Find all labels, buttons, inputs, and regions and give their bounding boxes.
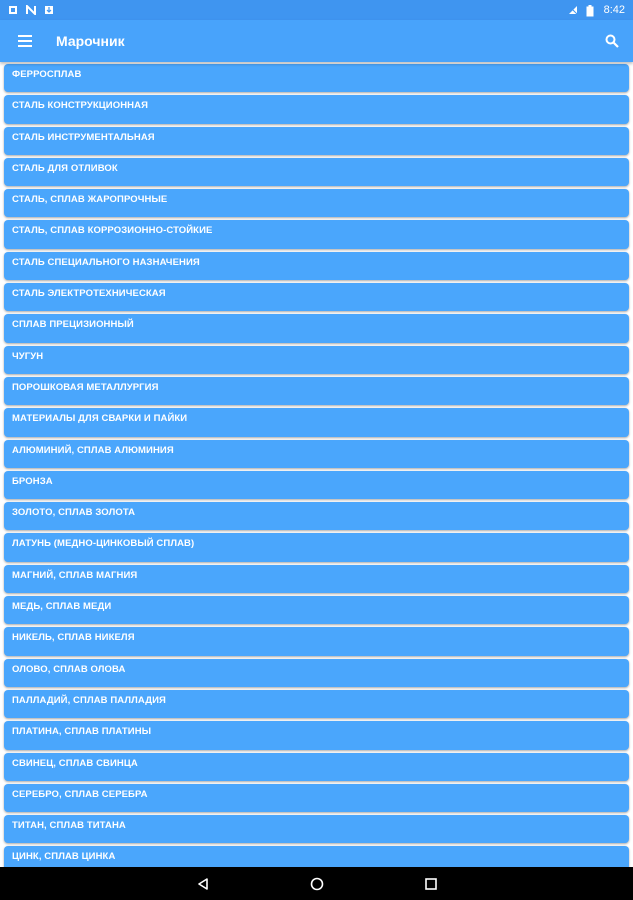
list-item[interactable]: СТАЛЬ, СПЛАВ ЖАРОПРОЧНЫЕ xyxy=(4,189,629,217)
list-item[interactable]: ЧУГУН xyxy=(4,346,629,374)
list-item[interactable]: ПАЛЛАДИЙ, СПЛАВ ПАЛЛАДИЯ xyxy=(4,690,629,718)
home-icon xyxy=(310,877,324,891)
list-item[interactable]: ТИТАН, СПЛАВ ТИТАНА xyxy=(4,815,629,843)
home-button[interactable] xyxy=(307,874,327,894)
list-item[interactable]: СТАЛЬ СПЕЦИАЛЬНОГО НАЗНАЧЕНИЯ xyxy=(4,252,629,280)
search-icon xyxy=(605,34,619,48)
menu-button[interactable] xyxy=(0,20,50,62)
list-item[interactable]: ФЕРРОСПЛАВ xyxy=(4,64,629,92)
list-item[interactable]: МАТЕРИАЛЫ ДЛЯ СВАРКИ И ПАЙКИ xyxy=(4,408,629,436)
list-item[interactable]: МЕДЬ, СПЛАВ МЕДИ xyxy=(4,596,629,624)
list-item[interactable]: ЗОЛОТО, СПЛАВ ЗОЛОТА xyxy=(4,502,629,530)
recents-button[interactable] xyxy=(421,874,441,894)
list-item[interactable]: ЛАТУНЬ (МЕДНО-ЦИНКОВЫЙ СПЛАВ) xyxy=(4,533,629,561)
download-icon xyxy=(44,5,54,15)
page-title: Марочник xyxy=(56,33,125,49)
category-list xyxy=(0,62,633,867)
no-signal-icon xyxy=(568,5,578,15)
list-item[interactable]: СТАЛЬ ДЛЯ ОТЛИВОК xyxy=(4,158,629,186)
recents-icon xyxy=(425,878,437,890)
search-button[interactable] xyxy=(591,20,633,62)
status-bar xyxy=(0,0,633,20)
list-item[interactable]: СТАЛЬ, СПЛАВ КОРРОЗИОННО-СТОЙКИЕ xyxy=(4,220,629,248)
list-item[interactable]: АЛЮМИНИЙ, СПЛАВ АЛЮМИНИЯ xyxy=(4,440,629,468)
clock: 8:42 xyxy=(603,4,625,16)
list-item[interactable]: ПЛАТИНА, СПЛАВ ПЛАТИНЫ xyxy=(4,721,629,749)
app-bar xyxy=(0,20,633,62)
status-left xyxy=(8,5,54,15)
list-item[interactable]: СЕРЕБРО, СПЛАВ СЕРЕБРА xyxy=(4,784,629,812)
list-item[interactable]: СТАЛЬ КОНСТРУКЦИОННАЯ xyxy=(4,95,629,123)
list-item[interactable]: СВИНЕЦ, СПЛАВ СВИНЦА xyxy=(4,753,629,781)
list-item[interactable]: БРОНЗА xyxy=(4,471,629,499)
list-item[interactable]: МАГНИЙ, СПЛАВ МАГНИЯ xyxy=(4,565,629,593)
list-item[interactable]: ЦИНК, СПЛАВ ЦИНКА xyxy=(4,846,629,867)
list-item[interactable]: СПЛАВ ПРЕЦИЗИОННЫЙ xyxy=(4,314,629,342)
back-button[interactable] xyxy=(193,874,213,894)
list-item[interactable]: ПОРОШКОВАЯ МЕТАЛЛУРГИЯ xyxy=(4,377,629,405)
status-right xyxy=(568,4,625,16)
n-icon xyxy=(26,5,36,15)
list-item[interactable]: НИКЕЛЬ, СПЛАВ НИКЕЛЯ xyxy=(4,627,629,655)
notification-icon xyxy=(8,5,18,15)
list-item[interactable]: СТАЛЬ ИНСТРУМЕНТАЛЬНАЯ xyxy=(4,127,629,155)
navigation-bar xyxy=(0,867,633,900)
hamburger-icon xyxy=(18,35,32,47)
list-item[interactable]: СТАЛЬ ЭЛЕКТРОТЕХНИЧЕСКАЯ xyxy=(4,283,629,311)
battery-icon xyxy=(586,5,596,15)
list-item[interactable]: ОЛОВО, СПЛАВ ОЛОВА xyxy=(4,659,629,687)
back-icon xyxy=(197,878,209,890)
